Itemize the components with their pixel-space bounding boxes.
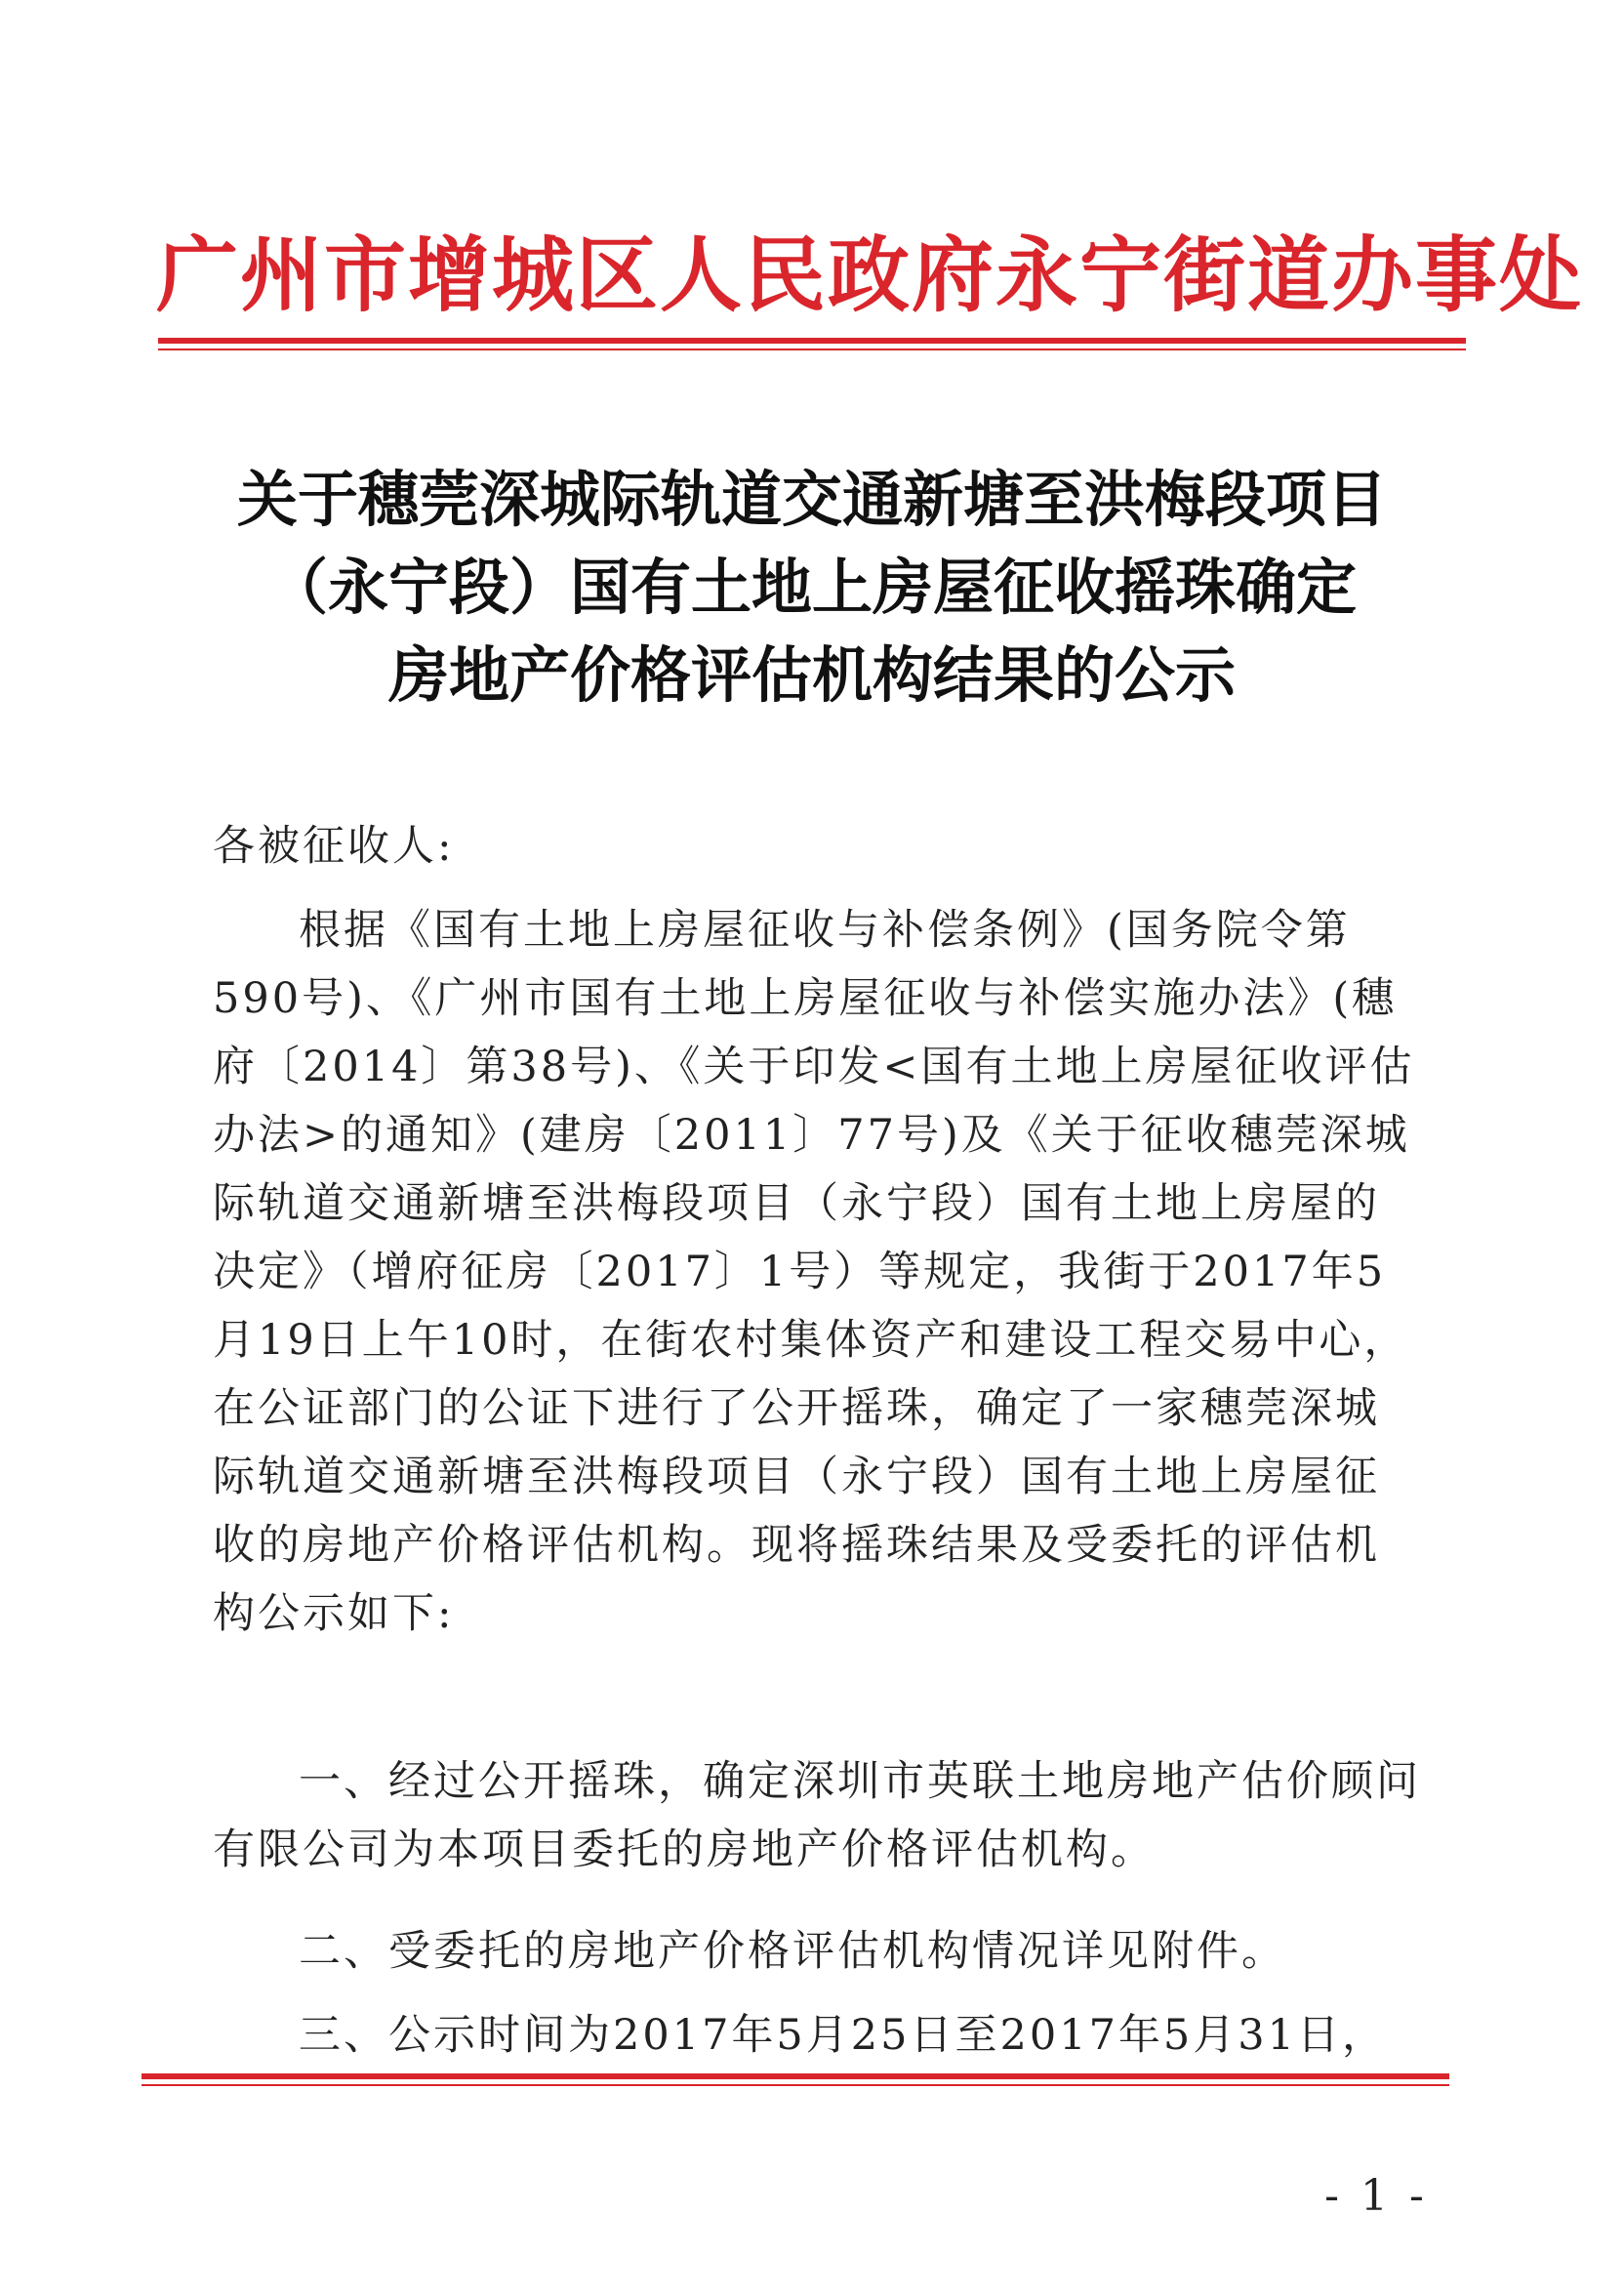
salutation: 各被征收人: (213, 822, 455, 871)
masthead-rule-thick (158, 338, 1466, 344)
paragraph-item-2: 二、受委托的房地产价格评估机构情况详见附件。 (299, 1927, 1286, 1976)
footer-rule-thick (142, 2073, 1449, 2079)
paragraph-item-3: 三、公示时间为2017年5月25日至2017年5月31日， (299, 2011, 1388, 2060)
paragraph-main: 根据《国有土地上房屋征收与补偿条例》(国务院令第590号)、《广州市国有土地上房屋征收与补偿实施办法》(穗府〔2014〕第38号)、《关于印发<国有土地上房屋征收评估办法>的通知》(建房〔2011〕77号)及《关于征收穗莞深城际轨道交通新塘至洪梅段项目（永宁段）国有土地上房屋的决定》（增府征房〔2017〕1号）等规定，我街于2017年5月19日上午10时，在街农村集体资产和建设工程交易中心，在公证部门的公证下进行了公开摇珠，确定了一家穗莞深城际轨道交通新塘至洪梅段项目（永宁段）国有土地上房屋征收的房地产价格评估机构。现将摇珠结果及受委托的评估机构公示如下: (213, 906, 1415, 1638)
issuing-office-masthead: 广州市增城区人民政府永宁街道办事处 (156, 226, 1584, 323)
page-number: - 1 - (1324, 2171, 1428, 2221)
footer-rule-thin (142, 2084, 1449, 2086)
paragraph-item-1: 一、经过公开摇珠，确定深圳市英联土地房地产估价顾问有限公司为本项目委托的房地产价格评估机构。 (213, 1757, 1421, 1874)
document-title-line-2: （永宁段）国有土地上房屋征收摇珠确定 (266, 552, 1357, 623)
document-title-line-1: 关于穗莞深城际轨道交通新塘至洪梅段项目 (236, 464, 1387, 535)
masthead-rule-thin (158, 348, 1466, 350)
document-title-line-3: 房地产价格评估机构结果的公示 (387, 639, 1236, 711)
